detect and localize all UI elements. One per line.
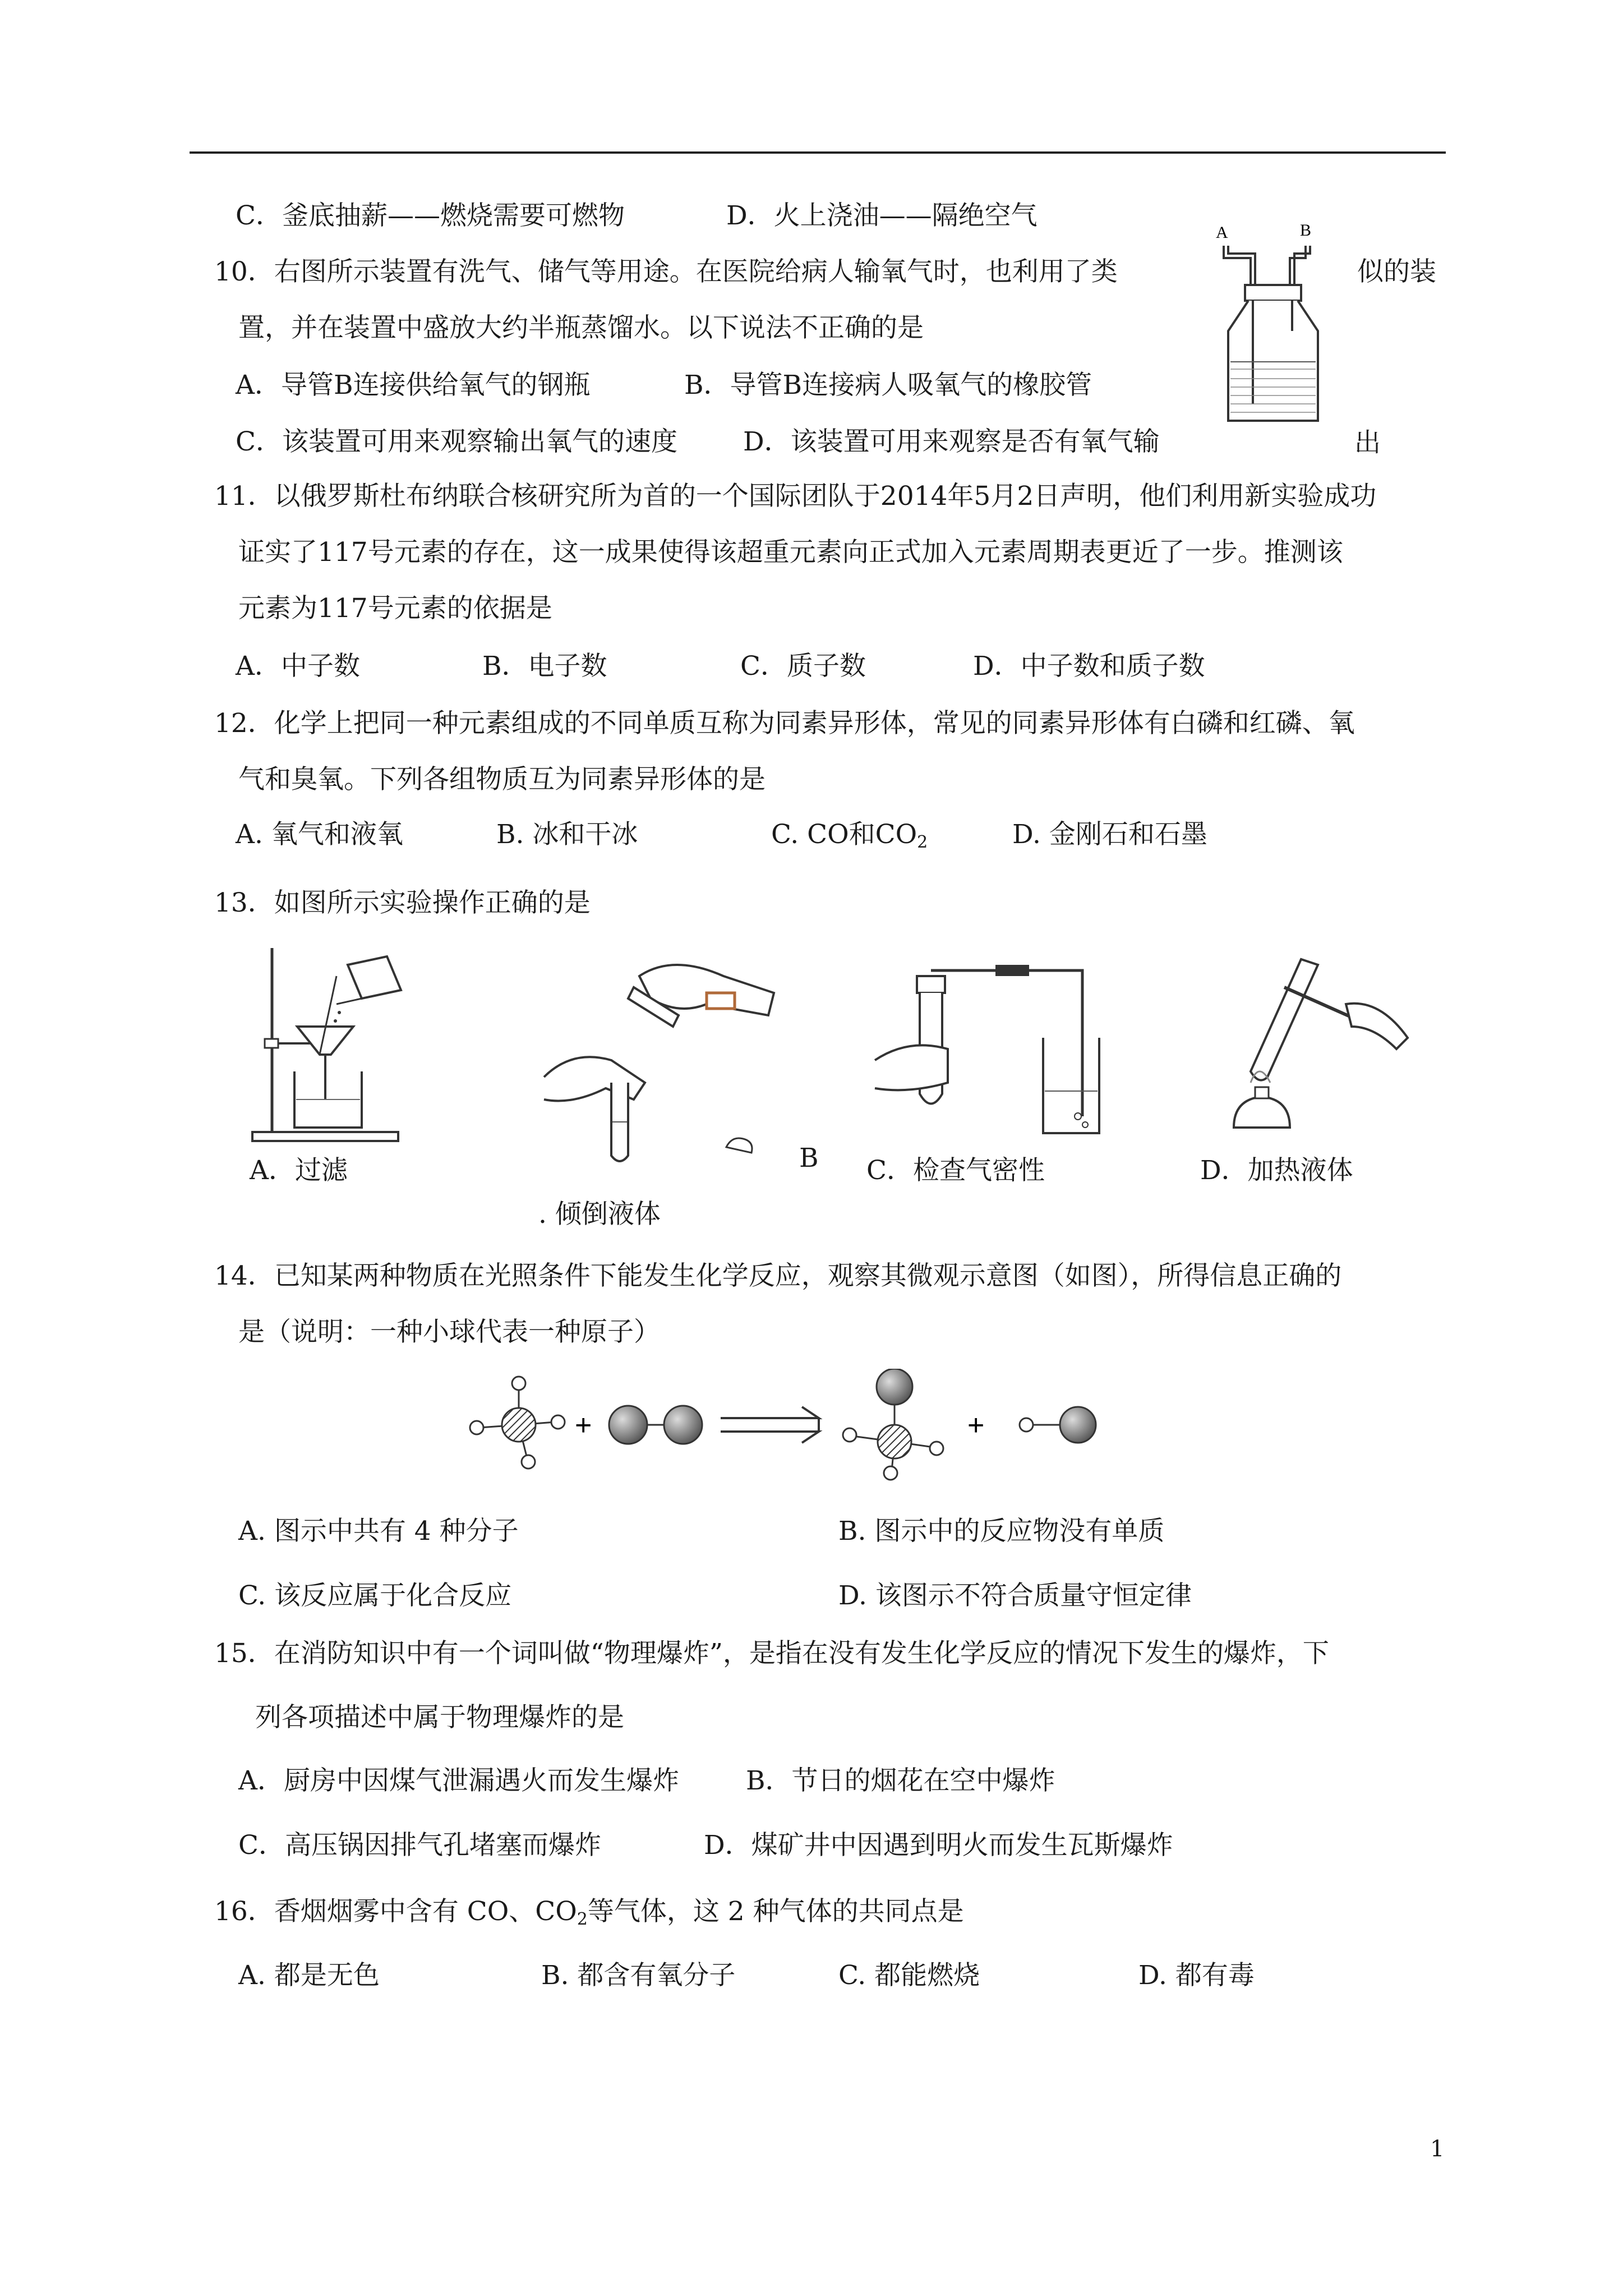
q13-label-d: D．加热液体 bbox=[1200, 1155, 1353, 1186]
header-rule bbox=[190, 151, 1446, 154]
q13-label-a: A．过滤 bbox=[250, 1155, 348, 1186]
q13-stem: 13．如图所示实验操作正确的是 bbox=[214, 887, 591, 918]
q10-stem-line2: 置，并在装置中盛放大约半瓶蒸馏水。以下说法不正确的是 bbox=[238, 312, 924, 343]
q11-option-b: B．电子数 bbox=[482, 651, 607, 682]
q16-stem-part1: 16．香烟烟雾中含有 CO、CO bbox=[214, 1896, 577, 1927]
gas-washing-bottle-figure bbox=[1211, 219, 1340, 432]
q16-option-b: B. 都含有氧分子 bbox=[541, 1960, 736, 1991]
filtration-figure bbox=[247, 942, 426, 1144]
q16-stem bbox=[214, 1895, 964, 1936]
q14-stem-line2: 是（说明：一种小球代表一种原子） bbox=[238, 1317, 660, 1347]
heating-liquid-figure bbox=[1217, 948, 1419, 1133]
q12-option-b: B. 冰和干冰 bbox=[496, 819, 638, 850]
q12-option-c bbox=[771, 818, 928, 859]
q16-stem-part2: 等气体，这 2 种气体的共同点是 bbox=[587, 1896, 964, 1927]
q15-stem-line1: 15．在消防知识中有一个词叫做“物理爆炸”，是指在没有发生化学反应的情况下发生的爆炸，下 bbox=[214, 1638, 1329, 1669]
q15-option-a: A．厨房中因煤气泄漏遇火而发生爆炸 bbox=[238, 1765, 679, 1796]
q12-option-c-text: C. CO和CO bbox=[771, 819, 917, 850]
q16-option-c: C. 都能燃烧 bbox=[838, 1960, 980, 1991]
q10-option-d: D．该装置可用来观察是否有氧气输 bbox=[743, 426, 1160, 457]
q15-option-b: B．节日的烟花在空中爆炸 bbox=[746, 1765, 1055, 1796]
q12-option-c-subscript: 2 bbox=[917, 832, 928, 852]
tube-a-label: A bbox=[1216, 223, 1228, 242]
q15-option-d: D．煤矿井中因遇到明火而发生瓦斯爆炸 bbox=[704, 1830, 1173, 1861]
q12-option-d: D. 金刚石和石墨 bbox=[1012, 819, 1207, 850]
q12-option-a: A. 氧气和液氧 bbox=[236, 819, 403, 850]
q13-label-c: C．检查气密性 bbox=[866, 1155, 1045, 1186]
q10-option-a: A．导管B连接供给氧气的钢瓶 bbox=[236, 370, 591, 401]
q12-stem-line1: 12．化学上把同一种元素组成的不同单质互称为同素异形体，常见的同素异形体有白磷和红磷、氧 bbox=[214, 708, 1355, 739]
q10-option-c: C．该装置可用来观察输出氧气的速度 bbox=[236, 426, 677, 457]
q9-option-d: D．火上浇油——隔绝空气 bbox=[726, 200, 1038, 231]
q14-option-c: C. 该反应属于化合反应 bbox=[238, 1580, 512, 1611]
q9-option-c: C．釜底抽薪——燃烧需要可燃物 bbox=[236, 200, 625, 231]
q16-option-a: A. 都是无色 bbox=[238, 1960, 380, 1991]
tube-b-label: B bbox=[1300, 221, 1312, 240]
q14-option-d: D. 该图示不符合质量守恒定律 bbox=[838, 1580, 1192, 1611]
q16-stem-subscript: 2 bbox=[577, 1910, 588, 1929]
q15-stem-line2: 列各项描述中属于物理爆炸的是 bbox=[255, 1702, 624, 1733]
plus-sign-2: + bbox=[967, 1409, 985, 1442]
q11-option-c: C．质子数 bbox=[740, 651, 866, 682]
q11-option-a: A．中子数 bbox=[236, 651, 360, 682]
q11-stem-line2: 证实了117号元素的存在，这一成果使得该超重元素向正式加入元素周期表更近了一步。推测该 bbox=[238, 537, 1343, 568]
q14-option-a: A. 图示中共有 4 种分子 bbox=[238, 1516, 519, 1547]
plus-sign-1: + bbox=[575, 1409, 592, 1442]
reaction-micro-diagram bbox=[465, 1369, 1150, 1481]
q11-option-d: D．中子数和质子数 bbox=[973, 651, 1205, 682]
q11-stem-line3: 元素为117号元素的依据是 bbox=[238, 593, 552, 624]
q10-stem-line1: 10．右图所示装置有洗气、储气等用途。在医院给病人输氧气时，也利用了类 bbox=[214, 256, 1118, 287]
page-number: 1 bbox=[1430, 2136, 1445, 2162]
q10-option-b: B．导管B连接病人吸氧气的橡胶管 bbox=[684, 370, 1092, 401]
q10-stem-line1-tail: 似的装 bbox=[1357, 256, 1436, 287]
q13-label-b-text: . 倾倒液体 bbox=[538, 1199, 661, 1230]
q13-label-b-letter: B bbox=[799, 1143, 819, 1174]
q14-stem-line1: 14．已知某两种物质在光照条件下能发生化学反应，观察其微观示意图（如图），所得信息正确的 bbox=[214, 1260, 1342, 1291]
q15-option-c: C．高压锅因排气孔堵塞而爆炸 bbox=[238, 1830, 601, 1861]
q10-option-d-tail: 出 bbox=[1354, 427, 1381, 458]
q12-stem-line2: 气和臭氧。下列各组物质互为同素异形体的是 bbox=[238, 764, 766, 795]
pouring-liquid-figure bbox=[538, 954, 791, 1167]
q16-option-d: D. 都有毒 bbox=[1138, 1960, 1255, 1991]
q14-option-b: B. 图示中的反应物没有单质 bbox=[838, 1516, 1165, 1547]
q11-stem-line1: 11．以俄罗斯杜布纳联合核研究所为首的一个国际团队于2014年5月2日声明，他们利用新实验成功 bbox=[214, 481, 1377, 512]
airtightness-check-figure bbox=[869, 954, 1105, 1144]
